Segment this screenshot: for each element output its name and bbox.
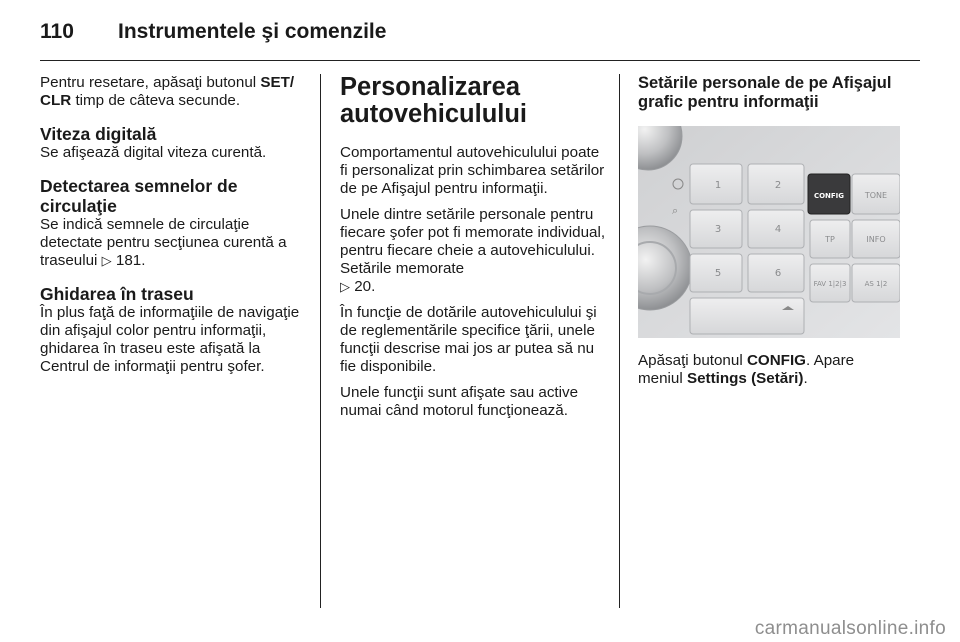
watermark: carmanualsonline.info — [754, 618, 946, 639]
key-2: 2 — [774, 180, 782, 191]
chapter-title: Instrumentele şi comenzile — [118, 20, 387, 43]
page-ref-arrow-icon: ▷ — [101, 253, 112, 268]
key-3: 3 — [714, 224, 722, 235]
header-rule — [40, 60, 920, 61]
section-title: Personalizarea autovehiculului — [340, 73, 528, 128]
settings-heading: Setările personale de pe Afişajul grafic pentru informaţii — [638, 74, 892, 111]
personalize-paragraph-1: Comportamentul autovehiculului poate fi personalizat prin schimbarea setărilor de pe Afişajul pentru informaţii. — [340, 144, 605, 197]
control-panel-photo — [638, 126, 900, 338]
personalize-paragraph-2: Unele dintre setările personale pentru fiecare şofer pot fi memorate individual, pentru fiecare cheie a autovehiculului. Setările memorate ▷ 20. — [340, 206, 606, 295]
config-label: CONFIG — [746, 352, 806, 369]
traffic-sign-heading: Detectarea semnelor de circulaţie — [40, 176, 238, 216]
key-tp: TP — [825, 235, 835, 244]
route-guidance-heading: Ghidarea în traseu — [40, 284, 194, 304]
personalize-paragraph-4: Unele funcţii sunt afişate sau active numai când motorul funcţionează. — [340, 384, 579, 419]
key-as: AS 1|2 — [864, 280, 888, 288]
control-panel-illustration — [638, 126, 900, 338]
page-ref-arrow-icon: ▷ — [340, 279, 350, 294]
set-clr-label: SET/ CLR — [40, 74, 295, 109]
column-right — [638, 74, 900, 396]
key-5: 5 — [714, 268, 722, 279]
key-4: 4 — [774, 224, 782, 235]
key-tone: TONE — [864, 191, 888, 200]
key-fav: FAV 1|2|3 — [813, 280, 847, 288]
key-6: 6 — [774, 268, 782, 279]
page-number: 110 — [40, 20, 74, 43]
key-info: INFO — [866, 235, 886, 244]
route-guidance-text: În plus faţă de informaţiile de navigaţie din afişajul color pentru informaţii, ghidarea în traseu este afişată la Centrul de informaţii pentru şofer. — [40, 304, 300, 375]
settings-menu-label: Settings (Setări) — [686, 370, 804, 387]
reset-paragraph: Pentru resetare, apăsaţi butonul SET/ CLR timp de câteva secunde. — [40, 74, 295, 109]
key-config: CONFIG — [813, 192, 845, 200]
column-divider-1 — [320, 74, 321, 608]
config-paragraph: Apăsaţi butonul CONFIG. Apare meniul Settings (Setări). — [638, 352, 855, 387]
traffic-sign-text: Se indică semnele de circulaţie detectate pentru secţiunea curentă a traseului ▷ 181. — [40, 216, 287, 269]
column-divider-2 — [619, 74, 620, 608]
column-middle — [340, 74, 608, 428]
personalize-paragraph-3: În funcţie de dotările autovehiculului şi de reglementările specifice ţării, unele funcţii descrise mai jos ar putea să nu fie disponibile. — [340, 304, 597, 375]
traffic-sign-ref: 181. — [115, 252, 146, 269]
key-1: 1 — [714, 180, 722, 191]
digital-speed-text: Se afişează digital viteza curentă. — [40, 144, 267, 161]
page-header — [40, 20, 920, 60]
svg-text:⌕: ⌕ — [672, 204, 679, 217]
digital-speed-heading: Viteza digitală — [40, 124, 157, 144]
column-left — [40, 74, 310, 384]
